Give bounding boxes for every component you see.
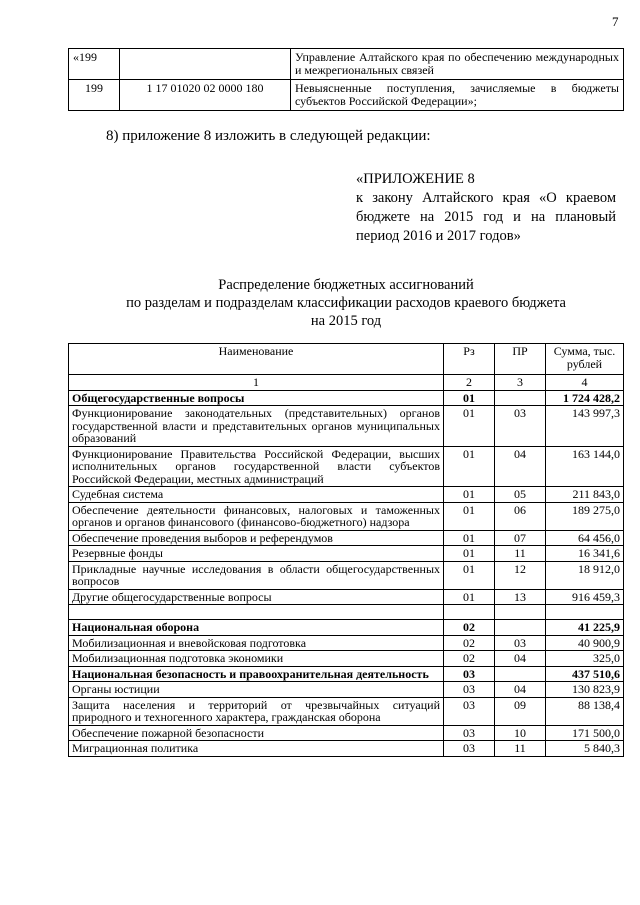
row-sum: 130 823,9 bbox=[546, 682, 624, 698]
revenue-codes-table bbox=[68, 48, 624, 111]
row-pr: 11 bbox=[495, 741, 546, 757]
row-rz: 01 bbox=[444, 546, 495, 562]
row-pr: 05 bbox=[495, 487, 546, 503]
row-rz: 01 bbox=[444, 487, 495, 503]
row-name: Миграционная политика bbox=[69, 741, 444, 757]
row-rz: 01 bbox=[444, 589, 495, 605]
kbk-cell bbox=[120, 49, 291, 80]
row-rz: 03 bbox=[444, 682, 495, 698]
document-title bbox=[68, 276, 624, 330]
table-row bbox=[69, 666, 624, 682]
row-name: Обеспечение пожарной безопасности bbox=[69, 725, 444, 741]
row-name: Другие общегосударственные вопросы bbox=[69, 589, 444, 605]
table-row bbox=[69, 589, 624, 605]
header-pr: ПР bbox=[495, 344, 546, 375]
col-number: 2 bbox=[444, 375, 495, 391]
row-sum: 437 510,6 bbox=[546, 666, 624, 682]
col-number: 3 bbox=[495, 375, 546, 391]
row-pr bbox=[495, 620, 546, 636]
row-rz: 03 bbox=[444, 725, 495, 741]
row-pr: 12 bbox=[495, 561, 546, 589]
title-line-3: на 2015 год bbox=[310, 313, 382, 329]
col-number: 4 bbox=[546, 375, 624, 391]
row-name: Резервные фонды bbox=[69, 546, 444, 562]
title-line-1: Распределение бюджетных ассигнований bbox=[218, 277, 474, 293]
row-pr: 10 bbox=[495, 725, 546, 741]
row-pr: 09 bbox=[495, 697, 546, 725]
table-row bbox=[69, 682, 624, 698]
table-row bbox=[69, 651, 624, 667]
code-cell: «199 bbox=[69, 49, 120, 80]
row-sum: 88 138,4 bbox=[546, 697, 624, 725]
row-rz: 02 bbox=[444, 620, 495, 636]
table-row bbox=[69, 406, 624, 447]
header-rz: Рз bbox=[444, 344, 495, 375]
description-cell: Управление Алтайского края по обеспечению международных и межрегиональных связей bbox=[291, 49, 624, 80]
row-sum: 5 840,3 bbox=[546, 741, 624, 757]
row-pr: 13 bbox=[495, 589, 546, 605]
row-pr: 03 bbox=[495, 406, 546, 447]
row-name: Мобилизационная и вневойсковая подготовка bbox=[69, 635, 444, 651]
table-row bbox=[69, 697, 624, 725]
row-rz: 02 bbox=[444, 635, 495, 651]
table-row bbox=[69, 546, 624, 562]
row-name: Судебная система bbox=[69, 487, 444, 503]
row-sum: 1 724 428,2 bbox=[546, 390, 624, 406]
row-pr: 06 bbox=[495, 502, 546, 530]
row-rz: 03 bbox=[444, 741, 495, 757]
appendix-heading: «ПРИЛОЖЕНИЕ 8 bbox=[356, 171, 475, 187]
row-pr: 11 bbox=[495, 546, 546, 562]
appendix-text: к закону Алтайского края «О краевом бюджете на 2015 год и на плановый период 2016 и 2017 годов» bbox=[356, 190, 616, 244]
row-rz: 01 bbox=[444, 446, 495, 487]
row-sum: 163 144,0 bbox=[546, 446, 624, 487]
row-sum: 211 843,0 bbox=[546, 487, 624, 503]
spacer-row bbox=[69, 605, 624, 620]
table-row bbox=[69, 502, 624, 530]
table-row bbox=[69, 620, 624, 636]
budget-allocation-table bbox=[68, 343, 624, 757]
row-sum: 41 225,9 bbox=[546, 620, 624, 636]
row-name: Защита населения и территорий от чрезвычайных ситуаций природного и техногенного характера, гражданская оборона bbox=[69, 697, 444, 725]
table-row bbox=[69, 80, 624, 111]
table-row bbox=[69, 635, 624, 651]
code-cell: 199 bbox=[69, 80, 120, 111]
table-row bbox=[69, 390, 624, 406]
table-row bbox=[69, 49, 624, 80]
row-rz: 01 bbox=[444, 561, 495, 589]
appendix-heading-block bbox=[356, 170, 616, 246]
table-row bbox=[69, 487, 624, 503]
row-name: Обеспечение деятельности финансовых, налоговых и таможенных органов и органов финансового (финансово-бюджетного) надзора bbox=[69, 502, 444, 530]
row-sum: 40 900,9 bbox=[546, 635, 624, 651]
row-name: Обеспечение проведения выборов и референдумов bbox=[69, 530, 444, 546]
description-cell: Невыясненные поступления, зачисляемые в бюджеты субъектов Российской Федерации»; bbox=[291, 80, 624, 111]
row-rz: 03 bbox=[444, 666, 495, 682]
col-number: 1 bbox=[69, 375, 444, 391]
row-name: Мобилизационная подготовка экономики bbox=[69, 651, 444, 667]
row-rz: 01 bbox=[444, 530, 495, 546]
row-sum: 171 500,0 bbox=[546, 725, 624, 741]
row-pr: 07 bbox=[495, 530, 546, 546]
row-sum: 916 459,3 bbox=[546, 589, 624, 605]
row-pr: 04 bbox=[495, 682, 546, 698]
header-sum: Сумма, тыс. рублей bbox=[546, 344, 624, 375]
row-rz: 03 bbox=[444, 697, 495, 725]
row-rz: 02 bbox=[444, 651, 495, 667]
row-name: Функционирование Правительства Российской Федерации, высших исполнительных органов государственной власти субъектов Российской Федерации, местных администраций bbox=[69, 446, 444, 487]
row-sum: 18 912,0 bbox=[546, 561, 624, 589]
row-pr: 04 bbox=[495, 651, 546, 667]
table-row bbox=[69, 446, 624, 487]
row-name: Органы юстиции bbox=[69, 682, 444, 698]
row-pr bbox=[495, 666, 546, 682]
amendment-text: 8) приложение 8 изложить в следующей редакции: bbox=[106, 128, 431, 144]
row-pr: 04 bbox=[495, 446, 546, 487]
column-numbers-row bbox=[69, 375, 624, 391]
row-rz: 01 bbox=[444, 406, 495, 447]
title-line-2: по разделам и подразделам классификации расходов краевого бюджета bbox=[126, 295, 566, 311]
row-name: Прикладные научные исследования в области общегосударственных вопросов bbox=[69, 561, 444, 589]
page-number: 7 bbox=[612, 14, 619, 29]
table-row bbox=[69, 725, 624, 741]
table-row bbox=[69, 530, 624, 546]
row-name: Национальная оборона bbox=[69, 620, 444, 636]
row-name: Функционирование законодательных (представительных) органов государственной власти и представительных органов муниципальных образований bbox=[69, 406, 444, 447]
row-rz: 01 bbox=[444, 390, 495, 406]
table-row bbox=[69, 741, 624, 757]
table-row bbox=[69, 561, 624, 589]
row-name: Общегосударственные вопросы bbox=[69, 390, 444, 406]
kbk-cell: 1 17 01020 02 0000 180 bbox=[120, 80, 291, 111]
row-pr: 03 bbox=[495, 635, 546, 651]
row-sum: 325,0 bbox=[546, 651, 624, 667]
row-pr bbox=[495, 390, 546, 406]
row-sum: 189 275,0 bbox=[546, 502, 624, 530]
row-sum: 16 341,6 bbox=[546, 546, 624, 562]
row-name: Национальная безопасность и правоохранительная деятельность bbox=[69, 666, 444, 682]
row-rz: 01 bbox=[444, 502, 495, 530]
row-sum: 143 997,3 bbox=[546, 406, 624, 447]
row-sum: 64 456,0 bbox=[546, 530, 624, 546]
header-name: Наименование bbox=[69, 344, 444, 375]
table-header-row bbox=[69, 344, 624, 375]
